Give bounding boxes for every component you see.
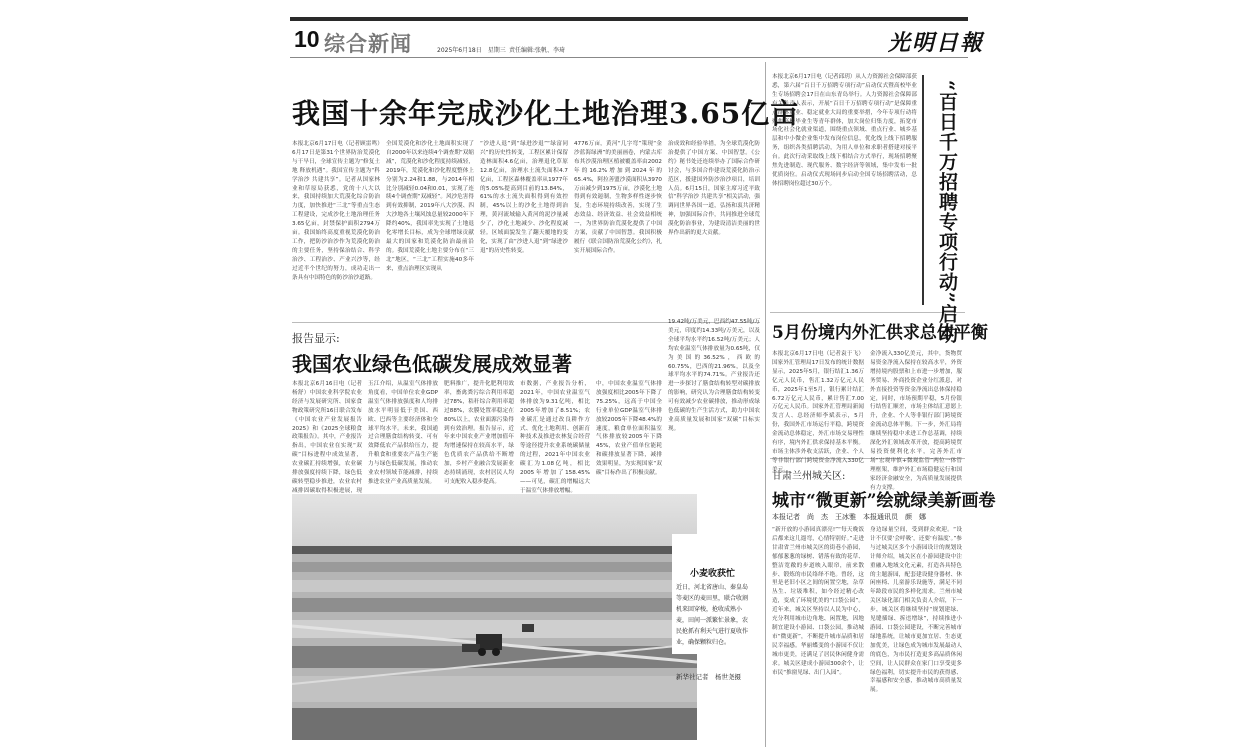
article2-column-3: 肥料推广，提升化肥利用效率，畜禽粪污综合利用率超过78%，秸秆综合利用率超过88%，农膜处置率稳定在80%以上，农业面源污染得到有效治理。报告显示，近年来中国农业产业增加值年均增速保持在较高水平，绿色优质农产品供给不断增加，乡村产业融合发展新业态持续涌现，农村居民人均可支配收入稳步提高。 [444, 381, 514, 485]
newspaper-logo: 光明日報 [888, 30, 985, 56]
article1-column-2: 全国荒漠化和沙化土地面积实现了自2000年以来连续4个调查期“双缩减”，荒漠化和沙化程度持续减轻，2019年，荒漠化和沙化程度整体上分别为2.24和1.88，与2014年相比分别减轻0.04和0.01，实现了连续4个调查期“双减轻”。风沙危害得到有效抑制，2019年八大沙漠、四大沙地各土壤风蚀总量较2000年下降约40%，我国率先实现了土地退化零增长目标，成为全球增绿贡献最大的国家和荒漠化防治最前沿的。我国荒漠化土地主要分布在“三北”地区，“三北”工程实施40多年来，重点治理区实现从 [386, 141, 474, 272]
article5-column-2: 身边绿量空间，受到群众欢迎。“设计不仅要‘会呼吸’，还要‘有温度’。”参与过城关区多个小游园设计的规划设计师介绍，城关区在小游园建设中注重融入地域文化元素，打造各具特色的主题游园，配套建设健身器材、休闲座椅、儿童游乐设施等，满足不同年龄段市民的多样化需求。兰州市城关区绿化部门相关负责人介绍，下一步，城关区将继续坚持“规划建绿、见缝插绿、拆违增绿”，持续推进小游园、口袋公园建设，不断完善城市绿地系统，让城市更加宜居、生态更加优美，让绿色成为城市发展最动人的底色，为市民打造更多高品质休闲空间，让人民群众在家门口享受更多绿色福利，切实提升市民的获得感、幸福感和安全感，推动城市高质量发展。 [870, 527, 962, 694]
article4-headline: 5月份境内外汇供求总体平衡 [772, 323, 988, 343]
photo-caption-text: 近日，河北省唐山、秦皇岛等麦区的麦田里，联合收割机来回穿梭，抢收成熟小麦，田间一派繁忙景象，农民抢抓有利天气进行夏收作业，确保颗粒归仓。 [676, 584, 749, 646]
article5-column-1: “新开放的小游园真漂亮!”“每天晚饭后都来这儿遛弯，心情特别好。”走进甘肃省兰州市城关区的街巷小游园，郁郁葱葱的绿树、错落有致的花草、整洁宽敞的步道映入眼帘，前来散步、锻炼的市民络绎不绝。曾经，这里是老旧小区之间的闲置空地，杂草丛生、垃圾堆积，如今经过精心改造，变成了环境优美的“口袋公园”。近年来，城关区坚持以人民为中心，充分利用城市边角地、闲置地，因地制宜建设小游园、口袋公园，推动城市“微更新”，不断提升城市品质和居民幸福感。华丽蝶变的小游园不仅让城市更美，还满足了居民休闲健身需求。城关区建成小游园300余个，让市民“推窗见绿、出门入园”。 [772, 527, 864, 676]
wheat-harvest-illustration [292, 494, 697, 740]
article2-column-4: 市数据，产业报告分析，2021年，中国农业温室气体排放为9.31亿吨，相比2005年增加了8.51%；农业碳汇是通过改良耕作方式、优化土地利用、创新育种技术及推进农林复合经营等途径提升农业系统碳储量的过程，2021年中国农业碳汇为1.08亿吨，相比2005年增加了158.45%——可见，碳汇的增幅远大于温室气体排放增幅。 [520, 381, 590, 494]
article5-headline: 城市“微更新”绘就绿美新画卷 [772, 491, 996, 511]
photo-credit: 新华社记者 杨世尧摄 [676, 673, 741, 681]
article2-kicker: 报告显示: [292, 332, 340, 345]
article1-column-5: 治成效和经验举措，为全球荒漠化防治提供了中国方案、中国智慧。《公约》秘书处还连续举办了国际合作研讨会，与多国合作建设荒漠化防治示范区，援建国外防沙治沙项目，培训人员。6月15日，国家主席习近平致信“科学治沙 共建共享”相关活动，强调同世界各国一道，弘扬和衷共济精神，加强国际合作，共同推进全球荒漠化防治事业，为建设清洁美丽的世界作出新的更大贡献。 [668, 141, 760, 237]
article4-column-1: 本报北京6月17日电（记者袁于飞）国家外汇管理局17日发布的统计数据显示，2025年5月，银行结汇1.36万亿元人民币，售汇1.32万亿元人民币，2025年1至5月，银行累计结汇6.72万亿元人民币，累计售汇7.00万亿元人民币。国家外汇管理局新闻发言人、总经济师李斌表示，5月份，我国外汇市场运行平稳，跨境资金流动总体稳定，外汇市场交易理性有序，境内外汇供求保持基本平衡。市场主体涉外收支活跃，企业、个人等非银行部门跨境资金净流入330亿美元。 [772, 351, 864, 473]
article5-byline: 本报记者 尚 杰 王冰雅 本报通讯员 颜 娜 [772, 513, 926, 521]
masthead-divider [290, 57, 968, 58]
issue-date: 2025年6月18日 星期三 [437, 47, 506, 54]
photo-caption-title: 小麦收获忙 [690, 569, 736, 579]
truck [522, 624, 534, 632]
article1-column-3: “沙进人退”到“绿进沙退”“绿富同兴”的历史性转变，工程区累计保留造林面积4.6亿亩，治理退化草原12.8亿亩，治理水土流失面积4.7亿亩，工程区森林覆盖率从1977年的5.05%提高到目前的13.84%，61%的水土流失面积得到有效控制，45%以上的沙化土地得到治理，黄河流域输入黄河的泥沙量减少了，沙化土地减少、沙化程度减轻。区域面貌发生了翻天覆地的变化，实现了由“沙进人退”到“绿进沙退”的历史性转变。 [480, 141, 568, 254]
article2-headline: 我国农业绿色低碳发展成效显著 [292, 352, 572, 376]
article3-vertical-headline: “百日千万招聘专项行动”启动 [936, 80, 958, 344]
article2-column-6: 19.42吨/万美元，巴西约47.55吨/万美元，印度约14.33吨/万美元，以及全球平均水平约16.52吨/万美元；人均农业温室气体排放量为0.65吨，仅为美国的36.52%，西欧的60.75%，巴西的21.96%，以及全球平均水平的74.71%。产业报告还进一步探讨了膳食结构转型对碳排放的影响，研究认为合理膳食结构转变可有效减少农业碳排放，推动形成绿色低碳的生产生活方式，助力中国农业高质量发展和国家“双碳”目标实现。 [668, 319, 760, 432]
article2-column-2: 玉江介绍，从温室气体排放角度看，中国单位农业GDP温室气体排放强度和人均排放水平明显低于美国、西欧、巴西等主要经济体和全球平均水平。未来，我国通过合理膳食结构转变、可有效降低农产品供给压力，提升粮食和重要农产品生产能力与绿色低碳发展，推动农业农村领域节能减排，持续推进农业产业高质量发展。 [368, 381, 438, 485]
article4-column-2: 金净流入330亿美元，其中，货物贸易资金净流入保持在较高水平，外资增持境内股票和上市进一步增加，服务贸易、外商投资企业分红派息，对外直接投资等资金净流出总体保持稳定，同时，市场预期平稳，5月份银行结售汇顺差，市场主体结汇意愿上升，企业、个人等非银行部门跨境资金流动总体平衡。下一步，外汇局将继续坚持稳中求进工作总基调，持续深化外汇领域改革开放，提高跨境贸易投资便利化水平，完善外汇市场“宏观审慎+微观监管”两位一体管理框架，维护外汇市场稳健运行和国家经济金融安全，为高质量发展提供有力支撑。 [870, 351, 962, 491]
wheat-harvest-photo [292, 494, 697, 740]
top-rule [290, 17, 968, 21]
article1-headline: 我国十余年完成沙化土地治理3.65亿亩 [292, 97, 800, 130]
article5-kicker: 甘肃兰州城关区: [772, 471, 846, 482]
section-title: 综合新闻 [324, 31, 412, 56]
column-divider [765, 62, 766, 747]
article2-column-5: 中，中国农业温室气体排放强度相比2005年下降了75.25%，远高于中国全行业单位GDP温室气体排放较2005年下降48.4%的速度，粮食单位面积温室气体排放较2005年下降45%，农业产值单位能耗和碳排放显著下降，减排效果明显，为实现国家“双碳”目标作出了积极贡献。 [596, 381, 662, 477]
editor-credit: 责任编辑:张帆、李琦 [509, 47, 566, 54]
article2-column-1: 本报北京6月16日电（记者杨舒）中国农业科学院农业经济与发展研究所、国家食物政策研究所16日联合发布《中国农业产业发展报告2025》和《2025全球粮食政策报告》。其中，产业报告指出，中国农业在实现“双碳”目标进程中成效显著，农业碳汇持续增强，农业碳排放强度持续下降，绿色低碳转型稳步推进，农业农村减排固碳取得积极进展，现 [292, 381, 362, 494]
page-number: 10 [294, 26, 320, 52]
article3-body: 本报北京6月17日电（记者邱玥）从人力资源社会保障部获悉，第六届“百日千万招聘专项行动”启动仪式暨高校毕业生专场招聘会17日在山东青岛举行。人力资源社会保障部有关负责人表示，开展“百日千万招聘专项行动”是保障重点群体就业、稳定就业大局的重要举措，今年专项行动将聚焦高校毕业生等青年群体，加大岗位归集力度，拓宽市场化社会化就业渠道，围绕重点领域、重点行业、城乡基层和中小微企业集中发布岗位信息，优化线上线下招聘服务，组织各类招聘活动，为用人单位和求职者搭建对接平台。此次行动采取线上线下相结合方式举行，现场招聘聚焦先进制造、现代服务、数字经济等领域，集中发布一批优质岗位。启动仪式现场同步启动全国专场招聘活动，总体招聘岗位超过30万个。 [772, 74, 917, 187]
article1-column-4: 4776万亩，黄河“几字弯”策现“金沙蓝海绿洲”的美丽画卷，内蒙古库布其沙漠治理区植被覆盖率由2002年的16.2%增加到2024年的65.4%，阿拉善盟沙漠面积从3970万亩减少到1975万亩，沙漠化土地得到有效遏制，生物多样性逐步恢复，生态环境持续改善，实现了生态效益、经济效益、社会效益相统一，为世界防治荒漠化提供了中国方案，贡献了中国智慧。我国积极履行《联合国防治荒漠化公约》，扎实开展国际合作。 [574, 141, 662, 254]
article1-column-1: 本报北京6月17日电（记者顾雷鸣）6月17日是第31个世界防治荒漠化与干旱日，全球宣传主题为“修复土地 释放机遇”。我国宣传主题为“科学治沙 共建共享”。记者从国家林业和草原局获悉，党的十八大以来，我国持续加大荒漠化综合防治力度，加快推进“三北”等重点生态工程建设，完成沙化土地治理任务3.65亿亩，封禁保护面积2794万亩。我国始终高度重视荒漠化防治工作，把防沙治沙作为荒漠化防治的主要任务，坚持保治结合、科学治沙、工程治沙、产业兴沙等，经过近半个世纪的努力，成功走出一条具有中国特色的防沙治沙道路。 [292, 141, 380, 281]
